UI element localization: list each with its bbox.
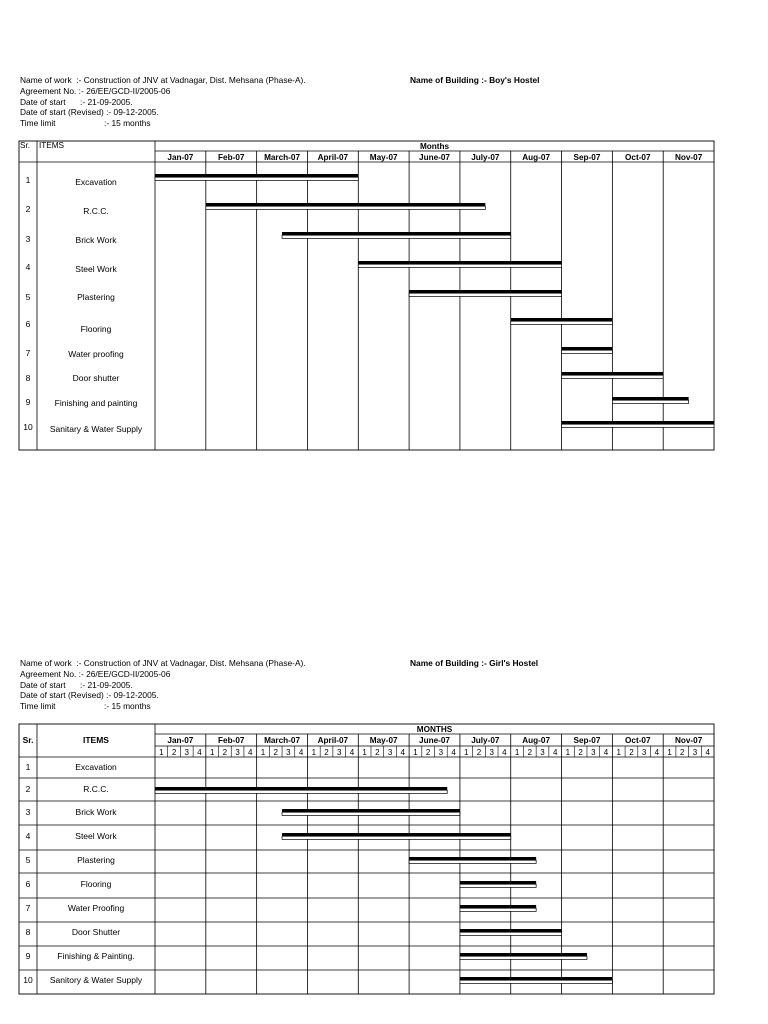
gantt-bar: [409, 290, 561, 293]
items-header: ITEMS: [39, 141, 65, 150]
gantt-bar-outline: [282, 235, 511, 238]
gantt-bar-outline: [358, 264, 561, 267]
row-item: R.C.C.: [83, 784, 109, 794]
week-label: 1: [667, 748, 672, 757]
gantt-bar: [460, 929, 562, 932]
month-label: May-07: [369, 736, 398, 745]
month-label: June-07: [419, 736, 450, 745]
gantt-bar-outline: [612, 400, 688, 403]
date-start-label: Date of start: [20, 679, 66, 690]
gantt-bar: [460, 977, 612, 980]
week-label: 1: [159, 748, 164, 757]
week-label: 1: [209, 748, 215, 757]
month-label: Nov-07: [674, 153, 703, 162]
row-sr: 3: [25, 234, 31, 244]
gantt-bar: [282, 809, 460, 812]
agreement-value: :- 26/EE/GCD-II/2005-06: [78, 668, 171, 679]
gantt-bar: [562, 421, 714, 424]
month-label: April-07: [317, 153, 349, 162]
week-label: 1: [311, 748, 317, 757]
gantt-bar-outline: [282, 812, 460, 815]
row-item: Sanitory & Water Supply: [49, 975, 143, 985]
name-of-work-value: :- Construction of JNV at Vadnagar, Dist. Mehsana (Phase-A).: [76, 658, 306, 668]
row-sr: 2: [25, 784, 31, 794]
month-label: April-07: [317, 736, 349, 745]
week-label: 2: [527, 748, 533, 757]
time-limit-value: :- 15 months: [104, 118, 151, 129]
row-sr: 8: [25, 927, 31, 937]
date-revised-label: Date of start (Revised): [20, 690, 104, 701]
week-label: 1: [616, 748, 621, 757]
row-item: Excavation: [75, 177, 117, 187]
row-sr: 3: [25, 807, 31, 817]
week-label: 3: [387, 748, 393, 757]
sr-header: Sr.: [22, 735, 34, 745]
week-label: 2: [425, 748, 431, 757]
row-item: Plastering: [77, 292, 115, 302]
gantt-bar: [612, 397, 688, 400]
gantt-bar-outline: [460, 932, 562, 935]
gantt-bar-outline: [562, 350, 613, 353]
month-label: Jan-07: [167, 736, 194, 745]
sr-header: Sr.: [20, 141, 31, 150]
week-label: 4: [603, 748, 609, 757]
week-label: 4: [298, 748, 304, 757]
month-label: July-07: [471, 736, 500, 745]
gantt-bar-outline: [206, 206, 486, 209]
date-start-value: :- 21-09-2005.: [80, 679, 133, 690]
gantt-bar-outline: [282, 836, 511, 839]
week-label: 4: [451, 748, 456, 757]
week-label: 4: [654, 748, 660, 757]
name-of-work-value: :- Construction of JNV at Vadnagar, Dist. Mehsana (Phase-A).: [76, 75, 306, 85]
row-sr: 5: [25, 292, 31, 302]
week-label: 3: [692, 748, 698, 757]
month-label: Nov-07: [674, 736, 703, 745]
week-label: 2: [222, 748, 228, 757]
months-header: MONTHS: [416, 725, 453, 734]
gantt-bar-outline: [460, 884, 536, 887]
agreement-label: Agreement No.: [20, 668, 77, 679]
week-label: 3: [591, 748, 596, 757]
month-label: Jan-07: [167, 153, 194, 162]
row-item: Plastering: [77, 855, 115, 865]
week-label: 2: [273, 748, 278, 757]
row-item: Flooring: [80, 879, 112, 889]
week-label: 2: [680, 748, 685, 757]
week-label: 3: [235, 748, 240, 757]
gantt-bar: [460, 881, 536, 884]
agreement-value: :- 26/EE/GCD-II/2005-06: [78, 85, 171, 96]
month-label: Feb-07: [218, 736, 245, 745]
row-item: Door Shutter: [71, 927, 121, 937]
month-label: Aug-07: [522, 153, 551, 162]
week-label: 2: [629, 748, 634, 757]
gantt-bar: [358, 261, 561, 264]
row-sr: 1: [25, 762, 31, 772]
row-sr: 7: [25, 348, 31, 358]
row-item: Door shutter: [72, 373, 120, 383]
month-label: July-07: [471, 153, 500, 162]
agreement-label: Agreement No.: [20, 85, 77, 96]
date-start-value: :- 21-09-2005.: [80, 96, 133, 107]
items-header: ITEMS: [83, 735, 109, 745]
row-sr: 7: [25, 903, 31, 913]
gantt-bar-outline: [409, 293, 561, 296]
week-label: 4: [197, 748, 202, 757]
gantt-bar: [562, 372, 664, 375]
name-of-work-label: Name of work: [20, 658, 72, 668]
row-sr: 10: [23, 422, 33, 432]
month-label: Sep-07: [573, 736, 601, 745]
row-sr: 4: [25, 831, 31, 841]
row-item: Water Proofing: [67, 903, 125, 913]
gantt-bar: [282, 833, 511, 836]
week-label: 3: [336, 748, 342, 757]
week-label: 1: [565, 748, 571, 757]
week-label: 3: [286, 748, 291, 757]
row-sr: 4: [25, 262, 31, 272]
week-label: 2: [324, 748, 329, 757]
gantt-bar: [155, 787, 447, 790]
month-label: Feb-07: [218, 153, 245, 162]
date-start-label: Date of start: [20, 96, 66, 107]
gantt-bar-outline: [562, 424, 714, 427]
row-sr: 8: [25, 373, 31, 383]
gantt-bar-outline: [155, 177, 358, 180]
gantt-bar-outline: [460, 980, 612, 983]
gantt-bar: [460, 953, 587, 956]
building-name-2: Name of Building :- Girl's Hostel: [410, 658, 539, 668]
row-item: R.C.C.: [83, 206, 109, 216]
row-sr: 10: [23, 975, 33, 985]
week-label: 3: [489, 748, 494, 757]
gantt-bar-outline: [409, 860, 536, 863]
gantt-bar-outline: [562, 375, 664, 378]
date-revised-value: :- 09-12-2005.: [106, 690, 159, 701]
row-sr: 9: [25, 397, 31, 407]
gantt-bar-outline: [511, 321, 613, 324]
gantt-bar-outline: [460, 956, 587, 959]
week-label: 1: [260, 748, 266, 757]
gantt-bar: [511, 318, 613, 321]
week-label: 4: [248, 748, 253, 757]
time-limit-value: :- 15 months: [104, 701, 151, 712]
month-label: Oct-07: [625, 153, 651, 162]
week-label: 3: [438, 748, 444, 757]
gantt-bar: [562, 347, 613, 350]
row-item: Water proofing: [68, 349, 124, 359]
row-item: Finishing & Painting.: [57, 951, 135, 961]
row-item: Finishing and painting: [54, 398, 138, 408]
month-label: June-07: [419, 153, 450, 162]
row-item: Flooring: [80, 324, 112, 334]
week-label: 3: [184, 748, 189, 757]
week-label: 1: [413, 748, 418, 757]
week-label: 3: [540, 748, 545, 757]
week-label: 1: [464, 748, 469, 757]
week-label: 2: [476, 748, 482, 757]
week-label: 2: [171, 748, 177, 757]
row-sr: 6: [25, 319, 31, 329]
building-name-1: Name of Building :- Boy's Hostel: [410, 75, 540, 85]
row-sr: 5: [25, 855, 31, 865]
gantt-bar-outline: [460, 908, 536, 911]
week-label: 4: [705, 748, 710, 757]
row-sr: 6: [25, 879, 31, 889]
name-of-work-label: Name of work: [20, 75, 72, 85]
week-label: 4: [552, 748, 558, 757]
week-label: 4: [349, 748, 355, 757]
row-item: Steel Work: [75, 264, 117, 274]
gantt-bar: [282, 232, 511, 235]
week-label: 1: [362, 748, 367, 757]
row-item: Brick Work: [75, 807, 117, 817]
row-item: Sanitary & Water Supply: [49, 424, 143, 434]
row-sr: 2: [25, 204, 31, 214]
row-sr: 1: [25, 175, 31, 185]
time-limit-label: Time limit: [20, 701, 56, 712]
row-item: Excavation: [75, 762, 117, 772]
row-item: Brick Work: [75, 235, 117, 245]
date-revised-label: Date of start (Revised): [20, 107, 104, 118]
time-limit-label: Time limit: [20, 118, 56, 129]
gantt-bar: [460, 905, 536, 908]
gantt-bar: [409, 857, 536, 860]
row-item: Steel Work: [75, 831, 117, 841]
week-label: 2: [578, 748, 583, 757]
week-label: 3: [641, 748, 647, 757]
gantt-bar: [155, 174, 358, 177]
week-label: 2: [375, 748, 380, 757]
month-label: March-07: [264, 153, 301, 162]
row-sr: 9: [25, 951, 31, 961]
month-label: Sep-07: [573, 153, 601, 162]
month-label: Oct-07: [625, 736, 651, 745]
week-label: 4: [502, 748, 507, 757]
gantt-bar-outline: [155, 790, 447, 793]
date-revised-value: :- 09-12-2005.: [106, 107, 159, 118]
month-label: May-07: [369, 153, 398, 162]
week-label: 4: [400, 748, 405, 757]
month-label: Aug-07: [522, 736, 551, 745]
gantt-bar: [206, 203, 486, 206]
week-label: 1: [514, 748, 520, 757]
month-label: March-07: [264, 736, 301, 745]
months-header: Months: [419, 142, 450, 151]
